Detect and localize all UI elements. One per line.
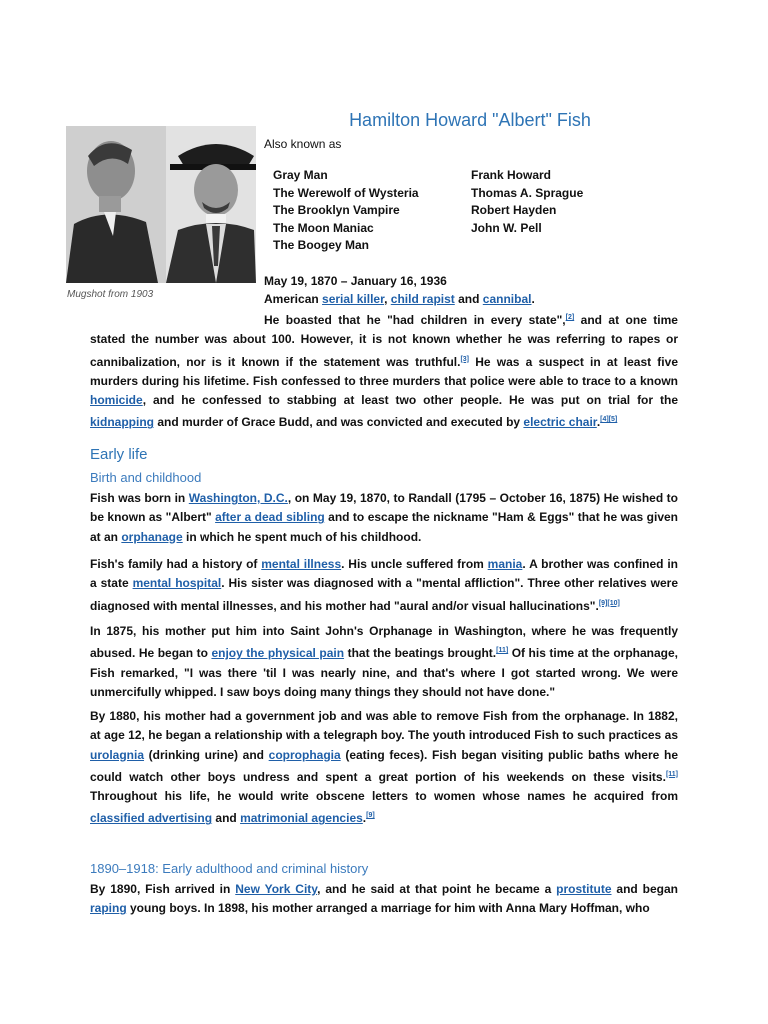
alias-item: John W. Pell xyxy=(471,220,542,235)
link-electric-chair[interactable]: electric chair xyxy=(523,415,597,430)
paragraph-text: . xyxy=(596,415,601,430)
paragraph-text: , and he confessed to stabbing at least two other people. He was put on trial for the xyxy=(142,393,678,408)
intro-paragraph xyxy=(90,308,678,433)
paragraph-text: young boys. In 1898, his mother arranged a marriage for him with Anna Mary Hoffman, who xyxy=(126,901,650,916)
paragraph-text: . His sister was diagnosed with a "mental affliction". Three other relatives were diagnosed with mental illnesses, and his mother had "aural and/or visual hallucinations". xyxy=(90,576,679,613)
paragraph-text: and xyxy=(212,811,241,826)
alias-item: Thomas A. Sprague xyxy=(471,185,584,200)
link-orphanage[interactable]: orphanage xyxy=(121,529,183,544)
paragraph-birth xyxy=(90,489,678,547)
alias-item: The Boogey Man xyxy=(273,238,370,252)
alias-item: The Brooklyn Vampire xyxy=(273,203,400,217)
link-kidnapping[interactable]: kidnapping xyxy=(90,415,154,430)
desc-text: American xyxy=(264,292,323,306)
paragraph-text: . A brother was confined in a state xyxy=(90,557,678,591)
paragraph-text: . His uncle suffered from xyxy=(341,557,488,571)
alias-item: Frank Howard xyxy=(471,168,552,182)
subheading-birth-childhood: Birth and childhood xyxy=(90,470,202,485)
paragraph-text: (eating feces). Fish began visiting public baths where he could watch other boys undress and spent a great portion of his weekends on these visits. xyxy=(90,747,678,784)
alias-list-left xyxy=(273,167,419,255)
link-dead-sibling[interactable]: after a dead sibling xyxy=(215,510,325,525)
reference-link[interactable]: [11] xyxy=(496,647,509,655)
reference-link[interactable]: [11] xyxy=(665,770,678,778)
paragraph-text: , and he said at that point he became a xyxy=(317,882,557,896)
link-homicide[interactable]: homicide xyxy=(90,393,143,408)
subheading-adulthood: 1890–1918: Early adulthood and criminal history xyxy=(90,861,369,876)
desc-text: . xyxy=(531,292,535,306)
reference-link[interactable]: [9] xyxy=(366,812,375,820)
link-washington[interactable]: Washington, D.C. xyxy=(188,491,288,505)
paragraph-text: in which he spent much of his childhood. xyxy=(182,529,422,544)
paragraph-text: (drinking urine) and xyxy=(144,747,269,762)
mugshot-image xyxy=(66,126,256,283)
link-cannibal[interactable]: cannibal xyxy=(482,292,532,306)
desc-text: , xyxy=(384,292,391,306)
paragraph-text: Fish's family had a history of xyxy=(90,557,262,571)
alias-item: Robert Hayden xyxy=(471,203,557,217)
link-new-york-city[interactable]: New York City xyxy=(235,882,318,896)
link-urolagnia[interactable]: urolagnia xyxy=(90,747,145,762)
paragraph-text: and murder of Grace Budd, and was convicted and executed by xyxy=(154,415,524,430)
link-raping[interactable]: raping xyxy=(90,901,127,916)
paragraph-adulthood xyxy=(90,880,678,919)
reference-link[interactable]: [2] xyxy=(565,314,575,321)
alias-item: The Werewolf of Wysteria xyxy=(273,185,419,200)
life-dates: May 19, 1870 – January 16, 1936 xyxy=(264,274,447,288)
paragraph-text: and at one time stated the number was about 100. However, it is not known whether he was referring to rapes or cannibalization, nor is it known if the statement was truthful. xyxy=(90,313,678,369)
paragraph-1880 xyxy=(90,707,678,829)
paragraph-family xyxy=(90,555,678,616)
paragraph-text: In 1875, his mother put him into Saint John's Orphanage in Washington, where he was frequently abused. He began to xyxy=(90,624,678,661)
alias-list-right xyxy=(471,167,583,237)
paragraph-text: that the beatings brought. xyxy=(344,646,497,661)
section-heading-early-life: Early life xyxy=(90,446,148,463)
reference-link[interactable]: [4][5] xyxy=(600,416,618,424)
link-mental-illness[interactable]: mental illness xyxy=(261,557,342,571)
alias-item: Gray Man xyxy=(273,168,328,182)
alias-item: The Moon Maniac xyxy=(273,220,374,235)
reference-link[interactable]: [3] xyxy=(460,355,470,363)
link-serial-killer[interactable]: serial killer xyxy=(322,292,385,306)
paragraph-text: and began xyxy=(611,882,678,896)
link-enjoy-physical-pain[interactable]: enjoy the physical pain xyxy=(211,646,345,661)
link-matrimonial-agencies[interactable]: matrimonial agencies xyxy=(240,811,363,826)
paragraph-text: He was a suspect in at least five murders during his lifetime. Fish confessed to three murders that police were able to trace to a known xyxy=(90,354,678,388)
aka-label: Also known as xyxy=(264,137,342,151)
paragraph-text: Of his time at the orphanage, Fish remarked, "I was there 'til I was nearly nine, and that's where I got started wrong. We were unmercifully whipped. I saw boys doing many things they should not have done." xyxy=(90,646,678,699)
paragraph-text: , on May 19, 1870, to Randall (1795 – October 16, 1875) He wished to be known as "Albert" xyxy=(90,491,678,525)
paragraph-orphanage xyxy=(90,622,678,702)
paragraph-text: He boasted that he "had children in every state", xyxy=(264,313,566,327)
paragraph-text: and to escape the nickname "Ham & Eggs" that he was given at an xyxy=(90,510,678,544)
description-line xyxy=(264,292,535,306)
link-mental-hospital[interactable]: mental hospital xyxy=(132,576,222,591)
paragraph-text: Fish was born in xyxy=(90,491,189,505)
desc-text: and xyxy=(454,292,483,306)
reference-link[interactable]: [9][10] xyxy=(598,599,620,607)
link-coprophagia[interactable]: coprophagia xyxy=(268,747,341,762)
link-prostitute[interactable]: prostitute xyxy=(556,882,612,896)
paragraph-text: Throughout his life, he would write obscene letters to women whose names he acquired from xyxy=(90,789,678,804)
photo-caption: Mugshot from 1903 xyxy=(67,289,154,300)
paragraph-text: By 1890, Fish arrived in xyxy=(90,882,236,896)
paragraph-text: . xyxy=(362,811,367,826)
paragraph-text: By 1880, his mother had a government job and was able to remove Fish from the orphanage. In 1882, at age 12, he began a relationship with a telegraph boy. The youth introduced Fish to such practices as xyxy=(90,709,678,743)
page-title: Hamilton Howard "Albert" Fish xyxy=(349,110,591,130)
link-mania[interactable]: mania xyxy=(487,557,523,571)
link-classified-advertising[interactable]: classified advertising xyxy=(90,811,213,826)
link-child-rapist[interactable]: child rapist xyxy=(390,292,455,306)
